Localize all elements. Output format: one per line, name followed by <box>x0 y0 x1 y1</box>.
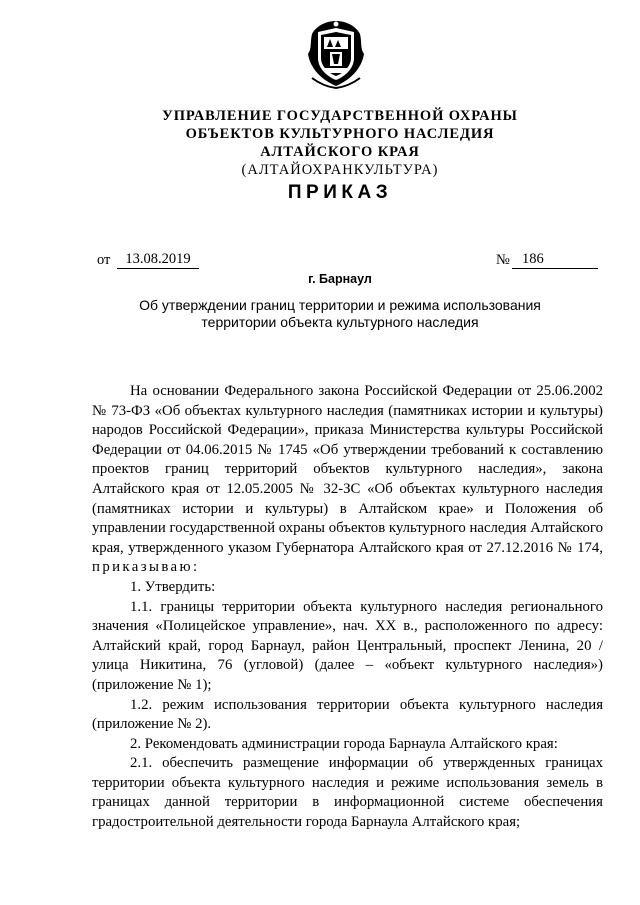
order-number: 186 <box>512 250 598 269</box>
clause-1-1: 1.1. границы территории объекта культурного наследия регионального значения «Полицейское управление», нач. XX в., расположенного по адресу: Алтайский край, город Барнаул, район Центральный, проспект Ленина, 20 / улица Никитина, 76 (угловой) (далее – «объект культурного наследия») (приложение № 1); <box>92 598 603 693</box>
subject-line-2: территории объекта культурного наследия <box>201 314 479 330</box>
city: г. Барнаул <box>308 272 372 286</box>
date-label: от <box>97 252 111 268</box>
subject-line-1: Об утверждении границ территории и режима использования <box>139 297 541 313</box>
preamble-text: На основании Федерального закона Российской Федерации от 25.06.2002 № 73-ФЗ «Об объектах культурного наследия (памятниках истории и культуры) народов Российской Федерации», приказа Министерства культуры Российской Федерации от 04.06.2015 № 1745 «Об утверждении требований к составлению проектов границ территорий объектов культурного наследия», закона Алтайского края от 12.05.2005 № 32-ЗС «Об объектах культурного наследия (памятниках истории и культуры) в Алтайском крае» и Положения об управлении государственной охраны объектов культурного наследия Алтайского края, утвержденного указом Губернатора Алтайского края от 27.12.2016 № 174, <box>92 383 603 556</box>
order-body <box>92 382 603 833</box>
clause-1: 1. Утвердить: <box>130 578 216 595</box>
order-word: приказываю: <box>92 559 200 576</box>
org-name-line-2: ОБЪЕКТОВ КУЛЬТУРНОГО НАСЛЕДИЯ <box>185 126 495 142</box>
clause-2: 2. Рекомендовать администрации города Барнаула Алтайского края: <box>130 735 558 752</box>
org-short-name: (АЛТАЙОХРАНКУЛЬТУРА) <box>241 162 439 178</box>
order-date: 13.08.2019 <box>117 250 199 269</box>
clause-1-2: 1.2. режим использования территории объекта культурного наследия (приложение № 2). <box>92 696 603 733</box>
org-name-line-3: АЛТАЙСКОГО КРАЯ <box>260 144 420 160</box>
clause-2-1: 2.1. обеспечить размещение информации об утвержденных границах территории объекта культурного наследия и режиме использования земель в границах данной территории в информационной системе обеспечения градостроительной деятельности города Барнаула Алтайского края; <box>92 755 603 831</box>
document-title: ПРИКАЗ <box>287 182 393 203</box>
number-label: № <box>496 252 510 268</box>
org-name-line-1: УПРАВЛЕНИЕ ГОСУДАРСТВЕННОЙ ОХРАНЫ <box>162 108 518 124</box>
preamble-paragraph <box>92 382 603 578</box>
altai-krai-coat-of-arms-icon <box>302 18 370 90</box>
